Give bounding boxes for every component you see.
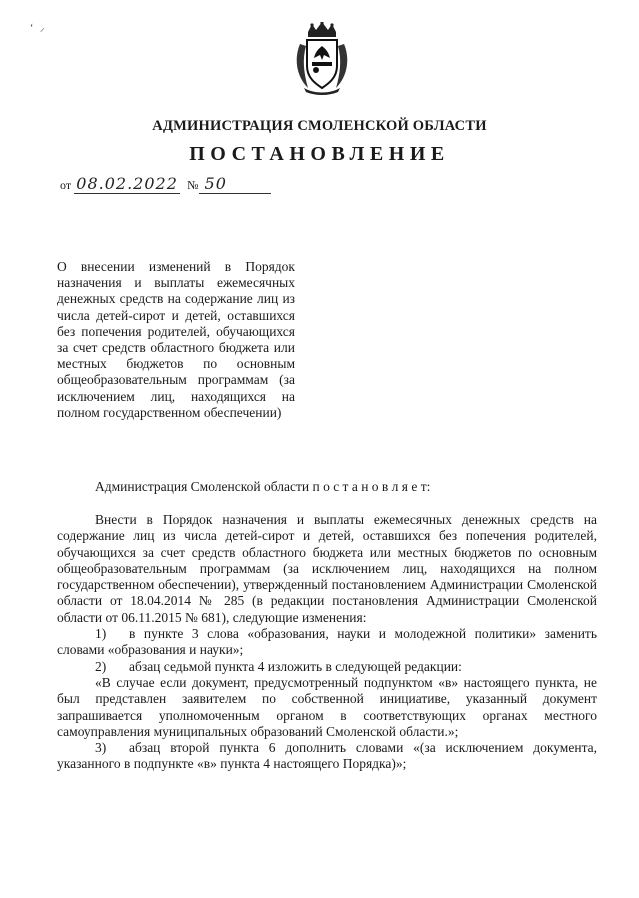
list-item	[57, 659, 597, 675]
item-text: в пункте 3 слова «образования, науки и молодежной политики» заменить словами «образования и науки»;	[57, 626, 597, 658]
preamble-actor: Администрация Смоленской области	[95, 479, 310, 494]
coat-of-arms-icon	[294, 22, 350, 96]
item-number: 3)	[95, 740, 107, 756]
corner-mark: ʻ ⸝	[30, 23, 47, 34]
list-item	[57, 740, 597, 773]
preamble	[95, 479, 430, 495]
preamble-verb: п о с т а н о в л я е т:	[312, 479, 431, 494]
registration-line	[60, 174, 271, 194]
quoted-paragraph	[57, 675, 597, 740]
body-intro: Внести в Порядок назначения и выплаты ежемесячных денежных средств на содержание лиц из числа детей-сирот и детей, оставшихся без попечения родителей, обучающихся за счет средств областного бюджета или местных бюджетов по основным общеобразовательным программам (за исключением лиц, находящихся на полном государственном обеспечении), утвержденный постановлением Администрации Смоленской области от 18.04.2014 № 285 (в редакции постановления Администрации Смоленской области от 06.11.2015 № 681), следующие изменения:	[57, 512, 597, 625]
document-subject: О внесении изменений в Порядок назначения и выплаты ежемесячных денежных средств на содержание лиц из числа детей-сирот и детей, оставшихся без попечения родителей, обучающихся за счет средств областного бюджета или местных бюджетов по основным общеобразовательным программам (за исключением лиц, находящихся на полном государственном обеспечении)	[57, 259, 295, 420]
item-text: абзац седьмой пункта 4 изложить в следующей редакции:	[129, 658, 462, 674]
item-number: 2)	[95, 658, 107, 674]
document-type-title: ПОСТАНОВЛЕНИЕ	[189, 143, 450, 165]
item-text: абзац второй пункта 6 дополнить словами «(за исключением документа, указанного в подпункте «в» пункта 4 настоящего Порядка)»;	[57, 740, 597, 772]
list-item	[57, 626, 597, 659]
item-text: «В случае если документ, предусмотренный подпунктом «в» настоящего пункта, не был представлен заявителем по собственной инициативе, указанный документ запрашивается уполномоченным органом в соответствующих органах местного самоуправления муниципальных образований Смоленской области.»;	[57, 674, 597, 739]
document-date: 08.02.2022	[74, 174, 180, 194]
organization-name: АДМИНИСТРАЦИЯ СМОЛЕНСКОЙ ОБЛАСТИ	[152, 118, 487, 134]
date-prefix: от	[60, 178, 72, 192]
document-number: 50	[199, 174, 271, 194]
document-body	[57, 512, 597, 773]
item-number: 1)	[95, 626, 107, 642]
number-prefix: №	[187, 178, 199, 192]
